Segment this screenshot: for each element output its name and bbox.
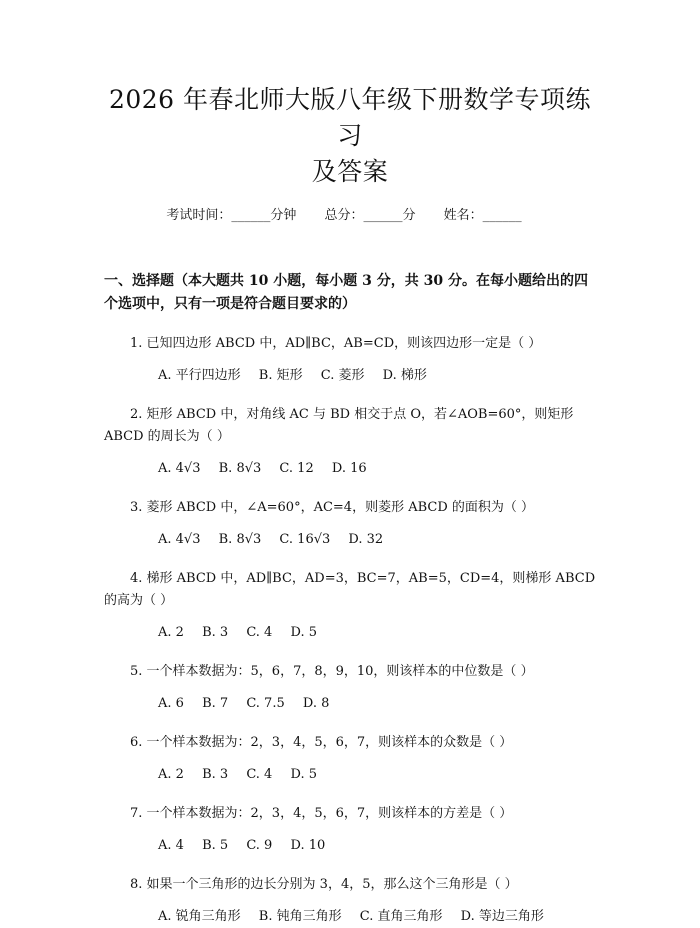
question-7: 7. 一个样本数据为：2，3，4，5，6，7，则该样本的方差是（ ） <box>130 806 513 821</box>
option-a: A. 2 <box>158 625 184 640</box>
option-c: C. 9 <box>246 838 273 853</box>
exam-time: 考试时间：______分钟 <box>166 208 297 223</box>
title-line-2: 及答案 <box>311 157 389 186</box>
question-1-options <box>104 365 596 387</box>
option-d: D. 等边三角形 <box>460 909 544 924</box>
option-d: D. 5 <box>290 625 317 640</box>
title-line-1: 2026 年春北师大版八年级下册数学专项练习 <box>108 85 592 150</box>
exam-meta <box>104 206 596 226</box>
option-d: D. 8 <box>302 696 330 711</box>
option-b: B. 3 <box>202 625 229 640</box>
option-c: C. 16√3 <box>279 532 331 547</box>
option-c: C. 直角三角形 <box>359 909 443 924</box>
section-heading: 一、选择题（本大题共 10 小题，每小题 3 分，共 30 分。在每小题给出的四个选项中，只有一项是符合题目要求的） <box>104 273 588 312</box>
option-a: A. 平行四边形 <box>158 368 241 383</box>
option-a: A. 4 <box>158 838 184 853</box>
option-b: B. 5 <box>202 838 229 853</box>
option-d: D. 梯形 <box>382 368 427 383</box>
option-c: C. 7.5 <box>246 696 285 711</box>
option-c: C. 菱形 <box>320 368 365 383</box>
exam-score: 总分：______分 <box>324 208 416 223</box>
option-b: B. 矩形 <box>258 368 303 383</box>
option-d: D. 16 <box>331 461 367 476</box>
option-c: C. 4 <box>246 625 273 640</box>
question-1: 1. 已知四边形 ABCD 中，AD∥BC，AB=CD，则该四边形一定是（ ） <box>130 336 542 351</box>
option-a: A. 6 <box>158 696 184 711</box>
question-list <box>104 333 596 928</box>
option-b: B. 8√3 <box>218 532 262 547</box>
exam-name: 姓名：______ <box>443 208 522 223</box>
question-5-options <box>104 693 596 715</box>
option-c: C. 4 <box>246 767 273 782</box>
question-8: 8. 如果一个三角形的边长分别为 3，4，5，那么这个三角形是（ ） <box>130 877 518 892</box>
question-5: 5. 一个样本数据为：5，6，7，8，9，10，则该样本的中位数是（ ） <box>130 664 534 679</box>
option-a: A. 4√3 <box>158 461 201 476</box>
option-c: C. 12 <box>279 461 314 476</box>
question-2-options <box>104 458 596 480</box>
option-d: D. 5 <box>290 767 317 782</box>
option-a: A. 4√3 <box>158 532 201 547</box>
option-b: B. 钝角三角形 <box>258 909 342 924</box>
page-title <box>104 0 596 190</box>
question-2: 2. 矩形 ABCD 中，对角线 AC 与 BD 相交于点 O，若∠AOB=60°，则矩形 ABCD 的周长为（ ） <box>104 407 574 444</box>
question-6-options <box>104 764 596 786</box>
question-4: 4. 梯形 ABCD 中，AD∥BC，AD=3，BC=7，AB=5，CD=4，则梯形 ABCD 的高为（ ） <box>104 571 596 608</box>
option-b: B. 7 <box>202 696 229 711</box>
question-3: 3. 菱形 ABCD 中，∠A=60°，AC=4，则菱形 ABCD 的面积为（ ） <box>130 500 535 515</box>
option-a: A. 锐角三角形 <box>158 909 241 924</box>
option-d: D. 32 <box>348 532 384 547</box>
option-b: B. 8√3 <box>218 461 262 476</box>
question-8-options <box>104 906 596 928</box>
option-b: B. 3 <box>202 767 229 782</box>
option-a: A. 2 <box>158 767 184 782</box>
question-7-options <box>104 835 596 857</box>
question-3-options <box>104 529 596 551</box>
question-6: 6. 一个样本数据为：2，3，4，5，6，7，则该样本的众数是（ ） <box>130 735 513 750</box>
question-4-options <box>104 622 596 644</box>
option-d: D. 10 <box>290 838 326 853</box>
